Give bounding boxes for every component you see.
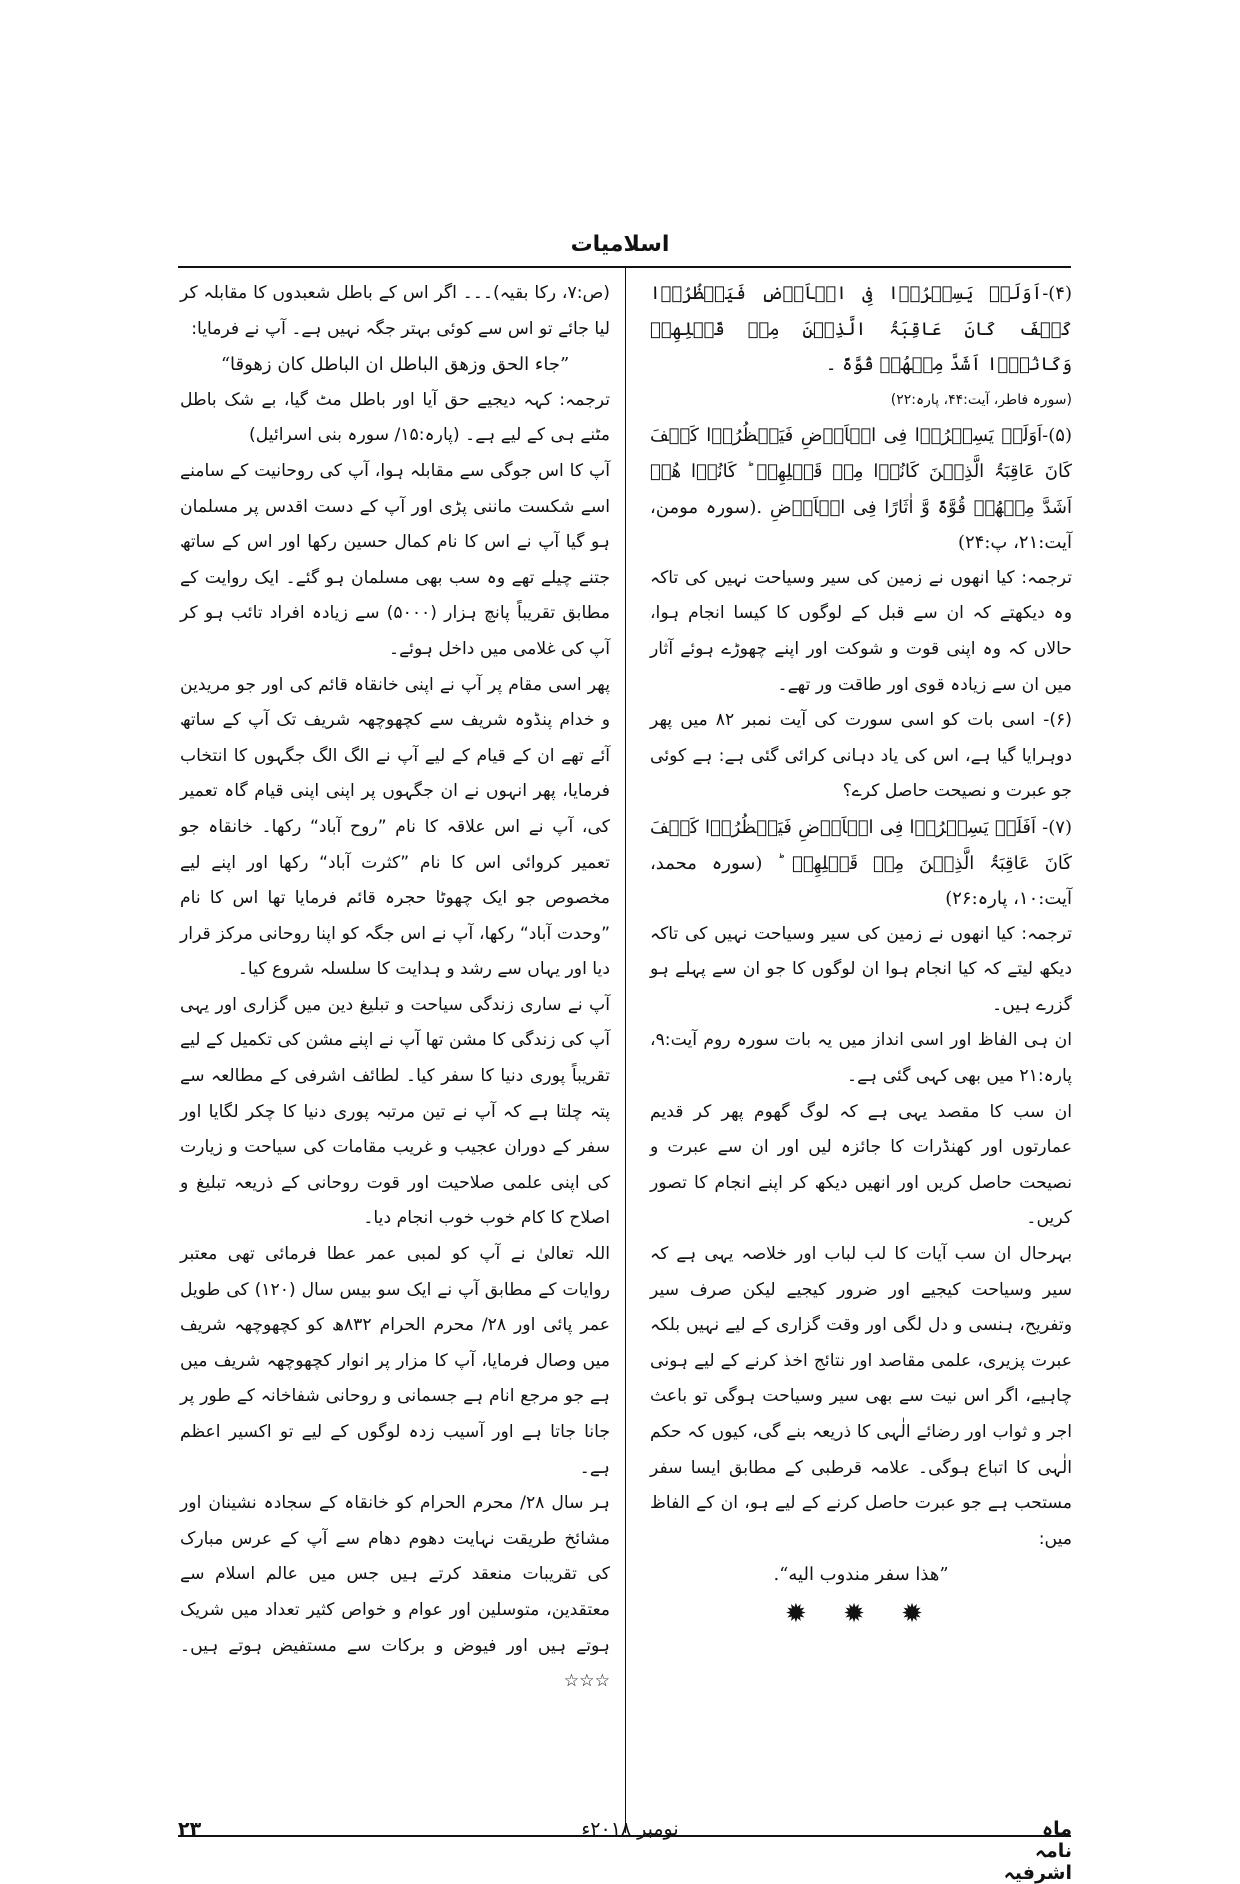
paragraph-purpose: ان سب کا مقصد یہی ہے کہ لوگ گھوم پھر کر قدیم عمارتوں اور کھنڈرات کا جائزہ لیں اور ان سے عبرت و نصیحت حاصل کریں اور انھیں دیکھ کر اپنے انجام کا تصور کریں۔ [650, 1101, 1072, 1229]
paragraph-travels: آپ نے ساری زندگی سیاحت و تبلیغ دین میں گزاری اور یہی آپ کی زندگی کا مشن تھا آپ نے اپنے مشن کی تکمیل کے لیے تقریباً پوری دنیا کا سفر کیا۔ لطائف اشرفی کے مطالعہ سے پتہ چلتا ہے کہ آپ نے تین مرتبہ پوری دنیا کا چکر لگایا اور سفر کے دوران عجیب و غریب مقامات کی سیاحت و زیارت کی اپنی علمی صلاحیت اور قوت روحانی کے ذریعہ تبلیغ و اصلاح کا کام خوب خوب انجام دیا۔ [179, 994, 610, 1229]
footer-magazine-name: ماہ نامہ اشرفیہ [1003, 1818, 1072, 1884]
translation-paragraph: ترجمہ: کہہ دیجیے حق آیا اور باطل مٹ گیا، بے شک باطل مٹنے ہی کے لیے ہے۔ (پارہ:۱۵/ سورہ بنی اسرائیل) [180, 389, 610, 446]
continuation-paragraph: (ص:۷، رکا بقیہ)۔۔۔ اگر اس کے باطل شعبدوں کا مقابلہ کر لیا جائے تو اس سے کوئی بہتر جگہ نہیں ہے۔ آپ نے فرمایا: [180, 283, 610, 339]
section-end-ornament: ✹ ✹ ✹ [785, 1598, 937, 1629]
verse-reference-4: (سورہ فاطر، آیت:۴۴، پارہ:۲۲) [890, 391, 1072, 408]
paragraph-jogi: آپ کا اس جوگی سے مقابلہ ہوا، آپ کی روحانیت کے سامنے اسے شکست ماننی پڑی اور آپ کے دست اقدس پر مسلمان ہو گیا آپ نے اس کا نام کمال حسین رکھا اور اس کے ساتھ جتنے چیلے تھے وہ سب بھی مسلمان ہو گئے۔ ایک روایت کے مطابق تقریباً پانچ ہزار (۵۰۰۰) سے زیادہ افراد تائب ہو کر آپ کی غلامی میں داخل ہوئے۔ [180, 460, 610, 659]
quran-verse-5: (۵)-اَوَلَمۡ یَسِیۡرُوۡا فِی الۡاَرۡضِ فَیَنۡظُرُوۡا کَیۡفَ کَانَ عَاقِبَۃُ الَّذِیۡنَ کَانُوۡا مِنۡ قَبۡلِهِمۡ ؕ کَانُوۡا هُمۡ اَشَدَّ مِنۡهُمۡ قُوَّۃً وَّ اٰثَارًا فِی الۡاَرۡضِ .(سورہ مومن، آیت:۲۱، پ:۲۴) [650, 425, 1072, 554]
paragraph-urs: ہر سال ۲۸/ محرم الحرام کو خانقاہ کے سجادہ نشینان اور مشائخ طریقت نہایت دھوم دھام سے آپ کے عرس مبارک کی تقریبات منعقد کرتے ہیں جس میں عالم اسلام سے معتقدین، متوسلین اور عوام و خواص کثیر تعداد میں شریک ہوتے ہیں اور فیوض و برکات سے مستفیض ہوتے ہیں۔ ☆☆☆ [180, 1493, 610, 1692]
quran-quote: ”جاء الحق وزهق الباطل ان الباطل كان زهوقا“ [220, 354, 570, 376]
footer-issue-date: نومبر ۲۰۱۸ء [581, 1818, 679, 1840]
page-header-title: اسلامیات [570, 232, 670, 257]
translation-paragraph-5: ترجمہ: کیا انھوں نے زمین کی سیر وسیاحت نہیں کی تاکہ وہ دیکھتے کہ ان سے قبل کے لوگوں کا کیسا انجام ہوا، حالاں کہ وہ اپنی قوت و شوکت اور اپنے چھوڑے ہوئے آثار میں ان سے زیادہ قوی اور طاقت ور تھے۔ [650, 567, 1072, 695]
translation-paragraph-7: ترجمہ: کیا انھوں نے زمین کی سیر وسیاحت نہیں کی تاکہ دیکھ لیتے کہ کیا انجام ہوا ان لوگوں کا جو ان سے پہلے ہو گزرے ہیں۔ [650, 923, 1072, 1015]
paragraph-khanqah: پھر اسی مقام پر آپ نے اپنی خانقاہ قائم کی اور جو مریدین و خدام پنڈوہ شریف سے کچھوچھہ شریف تک آپ کے ساتھ آئے تھے ان کے قیام کے لیے آپ نے الگ الگ جگہوں کا انتخاب فرمایا، پھر انہوں نے ان جگہوں پر اپنی اپنی قیام گاہ تعمیر کی، آپ نے اس علاقہ کا نام ”روح آباد“ رکھا۔ خانقاہ جو تعمیر کروائی اس کا نام ”کثرت آباد“ رکھا اور اپنے لیے مخصوص جو ایک چھوٹا حجرہ قائم فرمایا تھا اس کا نام ”وحدت آباد“ رکھا، آپ نے اس جگہ کو اپنا روحانی مرکز قرار دیا اور یہاں سے رشد و ہدایت کا سلسلہ شروع کیا۔ [180, 674, 610, 980]
paragraph-6: (۶)- اسی بات کو اسی سورت کی آیت نمبر ۸۲ میں پھر دوہرایا گیا ہے، اس کی یاد دہانی کرائی گئی ہے: ہے کوئی جو عبرت و نصیحت حاصل کرے؟ [650, 710, 1072, 802]
left-column [180, 276, 610, 1700]
column-divider [625, 268, 626, 1833]
paragraph-surah-rum: ان ہی الفاظ اور اسی انداز میں یہ بات سورہ روم آیت:۹، پارہ:۲۱ میں بھی کہی گئی ہے۔ [650, 1030, 1072, 1087]
qurtubi-quote: ”هذا سفر مندوب اليه“. [773, 1564, 949, 1586]
footer-page-number: ۲۳ [178, 1818, 202, 1840]
quran-verse-7: (۷)- اَفَلَمۡ یَسِیۡرُوۡا فِی الۡاَرۡضِ فَیَنۡظُرُوۡا کَیۡفَ کَانَ عَاقِبَۃُ الَّذِیۡنَ مِنۡ قَبۡلِهِمۡ ؕ (سورہ محمد، آیت:۱۰، پارہ:۲۶) [650, 816, 1072, 910]
paragraph-summary: بہرحال ان سب آیات کا لب لباب اور خلاصہ یہی ہے کہ سیر وسیاحت کیجیے اور ضرور کیجیے لیکن صرف سیر وتفریح، ہنسی و دل لگی اور وقت گزاری کے لیے نہیں بلکہ عبرت پزیری، علمی مقاصد اور نتائج اخذ کرنے کے لیے ہونی چاہیے، اگر اس نیت سے بھی سیر وسیاحت ہوگی تو باعث اجر و ثواب اور رضائے الٰہی کا ذریعہ بنے گی، کیوں کہ حکم الٰہی کا اتباع ہوگی۔ علامہ قرطبی کے مطابق ایسا سفر مستحب ہے جو عبرت حاصل کرنے کے لیے ہو، ان کے الفاظ میں: [650, 1244, 1072, 1549]
paragraph-age: اللہ تعالیٰ نے آپ کو لمبی عمر عطا فرمائی تھی معتبر روایات کے مطابق آپ نے ایک سو بیس سال (۱۲۰) کی طویل عمر پائی اور ۲۸/ محرم الحرام ۸۳۲ھ کو کچھوچھہ شریف میں وصال فرمایا، آپ کا مزار پر انوار کچھوچھہ شریف میں ہے جو مرجع انام ہے جسمانی و روحانی شفاخانہ کے طور پر جانا جاتا ہے اور آسیب زدہ لوگوں کے لیے تو اکسیر اعظم ہے۔ [180, 1244, 610, 1478]
quran-verse-4: (۴)-اَوَلَمۡ یَسِیۡرُوۡا فِی الۡاَرۡضِ فَیَنۡظُرُوۡا کَیۡفَ کَانَ عَاقِبَۃُ الَّذِیۡنَ مِنۡ قَبۡلِهِمۡ وَکَانُوۡۤا اَشَدَّ مِنۡهُمۡ قُوَّۃً ۔ [650, 283, 1072, 376]
right-column [650, 276, 1072, 1633]
